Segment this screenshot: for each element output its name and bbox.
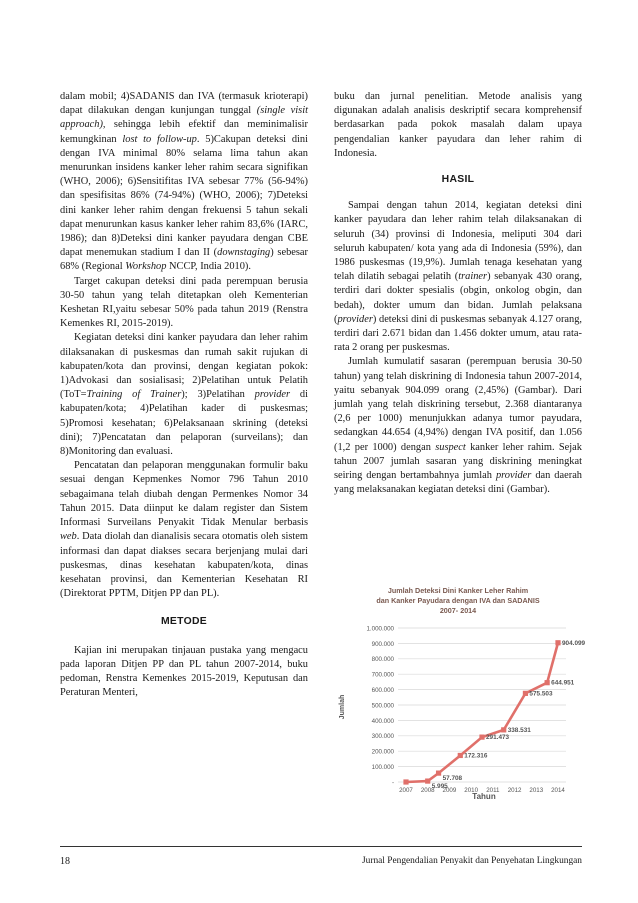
y-tick-label: 400.000 xyxy=(371,717,394,725)
page-number: 18 xyxy=(60,856,70,867)
y-tick-label: 600.000 xyxy=(371,687,394,694)
data-label: 291.473 xyxy=(486,734,510,742)
data-point xyxy=(555,640,560,645)
data-point xyxy=(523,691,528,696)
paragraph: Target cakupan deteksi dini pada perempuan berusia 30-50 tahun yang telah ditetapkan oleh Kementerian Keshetan RI,yaitu sebesar 50% pada tahun 2019 (Renstra Kemenkes RI, 2015-2019). xyxy=(60,275,308,330)
data-point xyxy=(501,727,506,732)
data-point xyxy=(479,735,484,740)
data-point xyxy=(425,778,430,783)
x-tick-label: 2012 xyxy=(507,787,522,794)
x-tick-label: 2011 xyxy=(486,787,500,794)
x-tick-label: 2014 xyxy=(551,787,565,794)
y-tick-label: 200.000 xyxy=(371,748,394,756)
data-label: 338.531 xyxy=(507,726,531,734)
data-point xyxy=(403,779,408,784)
paragraph: Kajian ini merupakan tinjauan pustaka yang mengacu pada laporan Ditjen PP dan PL tahun 2007-2014, buku pedoman, Renstra Kemenkes 2015-2019, Keputusan dan Peraturan Menteri, xyxy=(60,644,308,699)
paragraph: Kegiatan deteksi dini kanker payudara dan leher rahim dilaksanakan di puskesmas dan rumah sakit rujukan di kabupaten/kota dan provinsi, dengan kegiatan pokok: 1)Advokasi dan sosialisasi; 2)Pelatihan untuk Pelatih (ToT=Training of Trainer); 3)Pelatihan provider di kabupaten/kota; 4)Pelatihan kader di puskesmas; 5)Promosi kesehatan; 6)Pelaksanaan skrining (deteksi dini); 7)Pencatatan dan pelaporan (surveilans); dan 8)Monitoring dan evaluasi. xyxy=(60,332,308,458)
y-tick-label: 1.000.000 xyxy=(366,625,394,633)
y-axis-ticks xyxy=(366,625,394,786)
data-label: 5.995 xyxy=(431,783,448,791)
data-point xyxy=(436,771,441,776)
data-point xyxy=(458,753,463,758)
section-heading-metode: METODE xyxy=(160,616,208,628)
paragraph: Jumlah kumulatif sasaran (perempuan berusia 30-50 tahun) yang telah diskrining di Indonesia tahun 2007-2014, yaitu sebanyak 904.099 orang (2,45%) (Gambar). Dari jumlah yang telah diskrining tersebut, 2.368 diantaranya (2,6 per 1000) menunjukkan adanya tumor payudara, sedangkan 44.654 (4,94%) dengan IVA positif, dan 1.056 (1,2 per 1000) dengan suspect kanker leher rahim. Sejak tahun 2007 jumlah sasaran yang diskrining meningkat seiring dengan bertambahnya jumlah provider dan daerah yang melaksanakan kegiatan deteksi dini (Gambar). xyxy=(334,356,582,496)
y-axis-label: Jumlah xyxy=(339,694,346,720)
y-tick-label: - xyxy=(391,779,394,787)
left-column xyxy=(60,90,308,700)
x-tick-label: 2013 xyxy=(529,787,544,794)
paragraph: dalam mobil; 4)SADANIS dan IVA (termasuk krioterapi) dapat dilakukan dengan kunjungan tunggal (single visit approach), sehingga lebih efektif dan meminimalisir kemungkinan lost to follow-up. 5)Cakupan deteksi dini dengan IVA minimal 80% selama lima tahun akan menurunkan insidens kanker leher rahim secara signifikan (WHO, 2006); 6)Sensitifitas IVA sebesar 77% (56-94%) dan spesifisitas 86% (74-94%) (WHO, 2006); 7)Deteksi dini kanker leher rahim dengan frekuensi 5 tahun sekali dapat menurunkan kasus kanker leher rahim 83,6% (IARC, 1986); dan 8)Deteksi dini kanker payudara dengan CBE dapat menemukan stadium I dan II (downstaging) sebesar 68% (Regional Workshop NCCP, India 2010). xyxy=(60,91,308,273)
y-tick-label: 100.000 xyxy=(371,764,394,771)
footer-divider xyxy=(60,846,582,847)
data-label: 904.099 xyxy=(562,639,586,647)
x-tick-label: 2008 xyxy=(420,787,435,794)
journal-name: Jurnal Pengendalian Penyakit dan Penyehatan Lingkungan xyxy=(362,856,582,866)
chart-title-line-2: dan Kanker Payudara dengan IVA dan SADANIS xyxy=(376,596,540,605)
y-tick-label: 700.000 xyxy=(371,671,394,679)
x-tick-label: 2007 xyxy=(399,787,413,794)
data-label: 57.708 xyxy=(442,775,463,783)
data-label: 172.316 xyxy=(464,752,488,760)
chart-title-line-3: 2007- 2014 xyxy=(439,606,477,615)
paragraph: buku dan jurnal penelitian. Metode analisis yang digunakan adalah analisis deskriptif secara komprehensif berdasarkan pada pokok masalah dalam upaya pengendalian kanker payudara dan leher rahim di Indonesia. xyxy=(334,91,582,159)
series-line xyxy=(406,643,558,782)
chart-canvas xyxy=(334,582,586,804)
data-point xyxy=(545,680,550,685)
data-label: 575.503 xyxy=(529,690,553,698)
y-tick-label: 500.000 xyxy=(371,702,394,710)
data-label: 644.951 xyxy=(551,679,575,687)
paragraph: Pencatatan dan pelaporan menggunakan formulir baku sesuai dengan Kepmenkes Nomor 796 Tahun 2010 sebagaimana telah diubah dengan Permenkes Nomor 34 Tahun 2015. Data diinput ke dalam register dan Sistem Informasi Surveilans Penyakit Tidak Menular berbasis web. Data diolah dan dianalisis secara otomatis oleh sistem informasi dan dapat diakses secara berjenjang mulai dari puskesmas, dinas kesehatan kabupaten/kota, dinas kesehatan provinsi, dan Kementerian Kesehatan RI (Direktorat PPTM, Ditjen PP dan PL). xyxy=(60,460,308,600)
y-tick-label: 800.000 xyxy=(371,656,394,664)
series-points xyxy=(403,640,560,784)
y-tick-label: 300.000 xyxy=(371,733,394,741)
section-heading-hasil: HASIL xyxy=(441,174,475,186)
paragraph: Sampai dengan tahun 2014, kegiatan deteksi dini kanker payudara dan leher rahim telah dilaksanakan di seluruh (34) provinsi di Indonesia, meliputi 304 dari seluruh kabupaten/ kota yang ada di Indonesia (59%), dan 1986 puskesmas (19,9%). Jumlah tenaga kesehatan yang telah dilatih sebagai pelatih (trainer) sebanyak 430 orang, terdiri dari dokter spesialis (obgin, onkolog obgin, dan bedah), dokter umum dan bidan. Jumlah pelaksana (provider) deteksi dini di puskesmas sebanyak 4.127 orang, terdiri dari 2.671 bidan dan 1.456 dokter umum, atau rata-rata 2 orang per puskesmas. xyxy=(334,200,582,354)
data-labels xyxy=(432,640,586,790)
chart-title-line-1: Jumlah Deteksi Dini Kanker Leher Rahim xyxy=(387,586,529,595)
x-axis-label: Tahun xyxy=(472,792,496,801)
screening-line-chart xyxy=(334,582,586,804)
y-tick-label: 900.000 xyxy=(371,640,394,648)
right-column xyxy=(334,90,582,497)
x-tick-label: 2009 xyxy=(442,787,457,794)
x-tick-label: 2010 xyxy=(464,787,479,794)
